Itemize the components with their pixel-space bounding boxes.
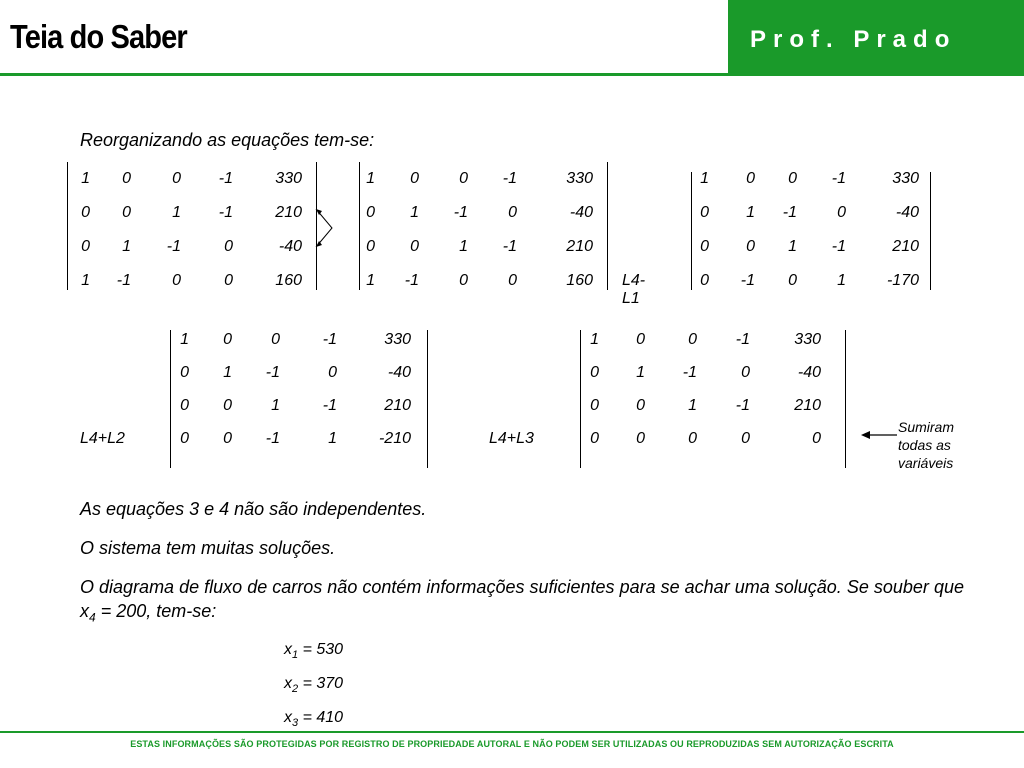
- matrix-cell: 0: [788, 272, 797, 289]
- note-line: variáveis: [898, 455, 954, 471]
- matrix-cell: -1: [831, 170, 846, 187]
- note-line: Sumiram: [898, 419, 955, 435]
- matrix-cell: 0: [508, 272, 517, 289]
- matrix-cell: 0: [700, 272, 709, 289]
- matrix-bracket: [930, 172, 931, 290]
- matrix-cell: 0: [590, 364, 599, 381]
- solution-x3: [284, 709, 343, 729]
- paragraph-flow-diagram: [80, 575, 964, 630]
- matrix-cell: -1: [265, 364, 280, 381]
- solution-value: = 410: [298, 709, 344, 726]
- matrix-cell: 0: [700, 204, 709, 221]
- matrix-bracket: [170, 330, 171, 468]
- matrix-cell: 210: [892, 238, 919, 255]
- matrix-cell: 0: [223, 397, 232, 414]
- matrix-bracket: [845, 330, 846, 468]
- matrix-cell: 1: [746, 204, 755, 221]
- matrix-cell: 0: [688, 430, 697, 447]
- matrix-cell: 0: [746, 238, 755, 255]
- matrix-cell: 0: [366, 238, 375, 255]
- matrix-cell: -1: [740, 272, 755, 289]
- matrix-cell: 0: [180, 430, 189, 447]
- matrix-cell: 0: [459, 170, 468, 187]
- matrix-cell: 0: [812, 430, 821, 447]
- solution-var: x: [284, 709, 292, 726]
- matrix-cell: 0: [180, 397, 189, 414]
- header-divider: [0, 73, 728, 76]
- matrix-cell: 0: [788, 170, 797, 187]
- matrix-cell: -1: [831, 238, 846, 255]
- matrix-cell: 1: [837, 272, 846, 289]
- paragraph-many-solutions: O sistema tem muitas soluções.: [80, 538, 336, 558]
- matrix-cell: 1: [700, 170, 709, 187]
- matrix-cell: 0: [459, 272, 468, 289]
- matrix-cell: -1: [265, 430, 280, 447]
- matrix-cell: 0: [410, 238, 419, 255]
- matrix-cell: 0: [636, 331, 645, 348]
- left-arrow-icon: [860, 429, 898, 441]
- matrix-cell: 0: [328, 364, 337, 381]
- matrix-cell: 0: [271, 331, 280, 348]
- matrix-cell: -40: [895, 204, 919, 221]
- matrix-cell: -40: [387, 364, 411, 381]
- matrix-cell: 1: [636, 364, 645, 381]
- matrix-cell: 0: [410, 170, 419, 187]
- matrix-cell: 1: [788, 238, 797, 255]
- matrix-cell: -1: [404, 272, 419, 289]
- matrix-cell: 330: [794, 331, 821, 348]
- brand-name: Prof. Prado: [750, 26, 957, 53]
- matrix-cell: 1: [122, 238, 131, 255]
- matrix-cell: 0: [224, 272, 233, 289]
- matrix-cell: -1: [682, 364, 697, 381]
- swap-arrow-icon: [312, 205, 336, 251]
- row-operation-label: L4+L2: [80, 430, 125, 447]
- row-operation-label: L4+L3: [489, 430, 534, 447]
- matrix-cell: 330: [566, 170, 593, 187]
- matrix-cell: 0: [741, 430, 750, 447]
- matrix-cell: 1: [366, 170, 375, 187]
- solution-sub: 3: [292, 717, 299, 730]
- matrix-cell: -1: [116, 272, 131, 289]
- intro-text: Reorganizando as equações tem-se:: [80, 130, 375, 150]
- solution-x1: [284, 641, 343, 661]
- matrix-cell: 1: [271, 397, 280, 414]
- matrix-cell: 1: [81, 170, 90, 187]
- solution-var: x: [284, 641, 292, 658]
- solution-value: = 530: [298, 641, 344, 658]
- matrix-cell: 0: [122, 170, 131, 187]
- matrix-cell: 0: [366, 204, 375, 221]
- copyright-footer: ESTAS INFORMAÇÕES SÃO PROTEGIDAS POR REGISTRO DE PROPRIEDADE AUTORAL E NÃO PODEM SER UTILIZADAS OU REPRODUZIDAS SEM AUTORIZAÇÃO ESCRITA: [130, 739, 894, 749]
- matrix-cell: 0: [508, 204, 517, 221]
- matrix-cell: 330: [275, 170, 302, 187]
- solution-x2: [284, 675, 343, 695]
- matrix-cell: 330: [892, 170, 919, 187]
- matrix-cell: -1: [453, 204, 468, 221]
- matrix-cell: 0: [81, 238, 90, 255]
- matrix-bracket: [359, 162, 360, 290]
- matrix-cell: 210: [275, 204, 302, 221]
- matrix-cell: 1: [81, 272, 90, 289]
- matrix-cell: 1: [328, 430, 337, 447]
- matrix-cell: -1: [502, 238, 517, 255]
- matrix-cell: -1: [166, 238, 181, 255]
- matrix-cell: -1: [218, 170, 233, 187]
- matrix-cell: 210: [566, 238, 593, 255]
- matrix-cell: 0: [590, 397, 599, 414]
- matrix-cell: 0: [590, 430, 599, 447]
- matrix-cell: 0: [172, 272, 181, 289]
- matrix-cell: 210: [384, 397, 411, 414]
- page-header-title: Teia do Saber: [10, 18, 187, 55]
- matrix-cell: 1: [590, 331, 599, 348]
- solution-var: x: [284, 675, 292, 692]
- subscript: 4: [89, 610, 96, 625]
- matrix-bracket: [691, 172, 692, 290]
- matrix-cell: 0: [180, 364, 189, 381]
- matrix-cell: 160: [566, 272, 593, 289]
- matrix-cell: 0: [700, 238, 709, 255]
- matrix-cell: 0: [81, 204, 90, 221]
- paragraph-text: O diagrama de fluxo de carros não contém informações suficientes para se achar uma solução. Se souber que x: [80, 577, 964, 621]
- solution-sub: 1: [292, 649, 299, 662]
- note-line: todas as: [898, 437, 951, 453]
- matrix-cell: -1: [322, 397, 337, 414]
- matrix-cell: 0: [636, 397, 645, 414]
- matrix-bracket: [580, 330, 581, 468]
- solution-value: = 370: [298, 675, 344, 692]
- matrix-cell: 1: [172, 204, 181, 221]
- note-text: [898, 418, 954, 472]
- matrix-cell: 1: [688, 397, 697, 414]
- matrix-cell: -40: [797, 364, 821, 381]
- matrix-cell: 0: [172, 170, 181, 187]
- matrix-cell: -210: [378, 430, 411, 447]
- matrix-cell: 0: [741, 364, 750, 381]
- matrix-cell: 1: [410, 204, 419, 221]
- footer-divider: [0, 731, 1024, 733]
- solution-sub: 2: [292, 683, 299, 696]
- matrix-cell: -40: [278, 238, 302, 255]
- matrix-cell: -40: [569, 204, 593, 221]
- matrix-cell: 0: [223, 331, 232, 348]
- row-operation-label: L4-L1: [622, 272, 646, 307]
- matrix-cell: -1: [218, 204, 233, 221]
- matrix-cell: -1: [782, 204, 797, 221]
- matrix-cell: 330: [384, 331, 411, 348]
- matrix-cell: 0: [837, 204, 846, 221]
- matrix-cell: 0: [223, 430, 232, 447]
- matrix-cell: 0: [636, 430, 645, 447]
- matrix-cell: 1: [366, 272, 375, 289]
- matrix-cell: -1: [502, 170, 517, 187]
- matrix-cell: 0: [122, 204, 131, 221]
- matrix-cell: 0: [688, 331, 697, 348]
- matrix-bracket: [607, 162, 608, 290]
- matrix-cell: 160: [275, 272, 302, 289]
- matrix-cell: 0: [746, 170, 755, 187]
- matrix-cell: 1: [223, 364, 232, 381]
- matrix-bracket: [427, 330, 428, 468]
- matrix-cell: -1: [735, 331, 750, 348]
- paragraph-independence: As equações 3 e 4 não são independentes.: [80, 499, 427, 519]
- paragraph-text: = 200, tem-se:: [95, 601, 217, 621]
- matrix-cell: 0: [224, 238, 233, 255]
- matrix-cell: -1: [735, 397, 750, 414]
- matrix-cell: -1: [322, 331, 337, 348]
- matrix-bracket: [67, 162, 68, 290]
- matrix-cell: 1: [180, 331, 189, 348]
- matrix-cell: 1: [459, 238, 468, 255]
- matrix-cell: 210: [794, 397, 821, 414]
- matrix-cell: -170: [886, 272, 919, 289]
